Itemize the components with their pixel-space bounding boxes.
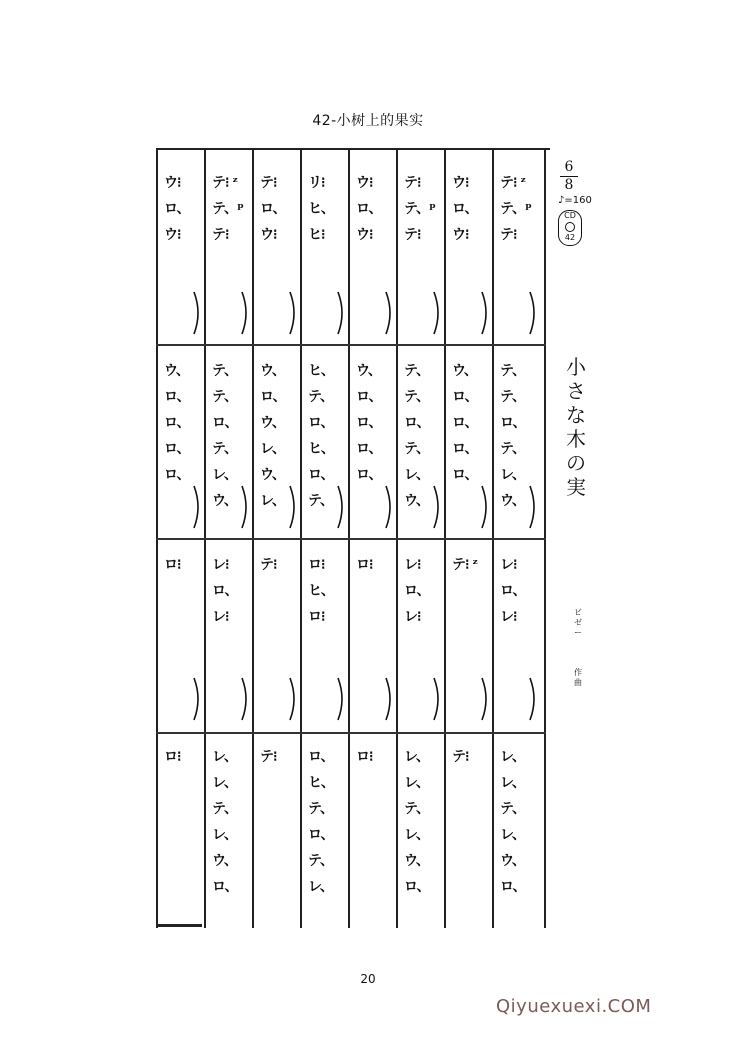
slur-mark xyxy=(528,676,538,722)
notation-cell xyxy=(452,552,492,578)
tab-symbol: ロ、 xyxy=(212,583,238,599)
slur-mark xyxy=(288,290,298,336)
notation-cell xyxy=(356,170,396,248)
slur-mark xyxy=(384,676,394,722)
tab-symbol: ロ⁝ xyxy=(308,609,325,625)
notation-cell xyxy=(260,552,300,578)
notation-column xyxy=(204,148,252,928)
tab-symbol: テ、ᵖ xyxy=(212,201,243,217)
japanese-title xyxy=(566,355,590,499)
tab-symbol: レ、 xyxy=(308,879,333,895)
notation-cell xyxy=(356,358,396,488)
notation-cell xyxy=(404,170,444,248)
tab-symbol: ウ、 xyxy=(260,363,285,379)
tab-symbol: ウ⁝ xyxy=(452,175,469,191)
slur-mark xyxy=(384,484,394,530)
title-char: 実 xyxy=(566,475,586,499)
tab-symbol: テ、 xyxy=(500,441,526,457)
tab-symbol: テ、 xyxy=(308,801,334,817)
notation-cell xyxy=(164,552,204,578)
tab-symbol: レ、 xyxy=(212,749,237,765)
slur-mark xyxy=(240,484,250,530)
tab-symbol: ウ⁝ xyxy=(452,227,469,243)
tab-symbol: テ、 xyxy=(404,801,430,817)
notation-cell xyxy=(212,744,252,900)
tab-symbol: ウ、 xyxy=(356,363,381,379)
slur-mark xyxy=(192,676,202,722)
time-sig-bottom: 8 xyxy=(564,177,574,193)
tab-symbol: ロ、 xyxy=(164,441,190,457)
tab-symbol: レ⁝ xyxy=(212,557,229,573)
tab-symbol: テ、 xyxy=(212,801,238,817)
notation-cell xyxy=(164,744,204,770)
page-number: 20 xyxy=(360,972,376,986)
composer-char: ビ xyxy=(574,608,582,617)
time-signature xyxy=(558,160,580,193)
tab-symbol: テ、 xyxy=(404,389,430,405)
composer-char: ー xyxy=(574,628,582,637)
title-char: 小 xyxy=(566,355,586,379)
slur-mark xyxy=(288,676,298,722)
tempo-mark: ♪=160 xyxy=(558,195,592,206)
tab-symbol: ロ、 xyxy=(452,467,478,483)
composer-char: ゼ xyxy=(574,618,582,627)
tab-symbol: レ、 xyxy=(404,749,429,765)
notation-cell xyxy=(500,552,540,630)
notation-cell xyxy=(404,552,444,630)
tab-symbol: レ、 xyxy=(500,749,525,765)
slur-mark xyxy=(240,676,250,722)
disc-icon xyxy=(565,222,575,232)
tab-symbol: レ⁝ xyxy=(404,609,421,625)
tab-symbol: ロ、 xyxy=(452,415,478,431)
tab-symbol: レ、 xyxy=(260,493,285,509)
tab-symbol: ウ⁝ xyxy=(356,175,373,191)
tab-symbol: テ⁝ xyxy=(404,175,421,191)
tab-symbol: テ⁝ xyxy=(404,227,421,243)
slur-mark xyxy=(432,676,442,722)
tab-symbol: レ、 xyxy=(212,775,237,791)
tab-symbol: ロ、 xyxy=(212,879,238,895)
tab-symbol: ロ、 xyxy=(164,389,190,405)
tab-symbol: ウ、 xyxy=(164,363,189,379)
tab-symbol: レ、 xyxy=(404,827,429,843)
composer-char: 作 xyxy=(574,668,582,677)
tab-symbol: ロ、 xyxy=(260,201,286,217)
slur-mark xyxy=(384,290,394,336)
notation-column xyxy=(396,148,444,928)
tab-symbol: ヒ、 xyxy=(308,775,334,791)
tab-symbol: ウ⁝ xyxy=(164,175,181,191)
tab-symbol: ヒ、 xyxy=(308,441,334,457)
notation-cell xyxy=(260,170,300,248)
tab-symbol: ロ、 xyxy=(164,415,190,431)
notation-cell xyxy=(500,744,540,900)
tab-symbol: レ⁝ xyxy=(500,557,517,573)
tab-symbol: ロ、 xyxy=(356,201,382,217)
tab-symbol: ロ、 xyxy=(452,201,478,217)
tab-symbol: ロ、 xyxy=(452,441,478,457)
notation-cell xyxy=(260,744,300,770)
tab-symbol: ロ、 xyxy=(404,583,430,599)
notation-cell xyxy=(452,744,492,770)
tab-symbol: ウ、 xyxy=(500,853,525,869)
tab-symbol: テ、 xyxy=(308,389,334,405)
score-sheet xyxy=(150,148,550,930)
page-title: 42-小树上的果实 xyxy=(312,113,424,129)
tab-symbol: テ、 xyxy=(308,493,334,509)
tab-symbol: テ、ᵖ xyxy=(500,201,531,217)
notation-column xyxy=(444,148,492,928)
cd-track-badge xyxy=(558,210,582,246)
tab-symbol: ロ、 xyxy=(164,201,190,217)
tab-symbol: ロ、 xyxy=(308,827,334,843)
time-sig-top: 6 xyxy=(564,159,574,175)
title-char: な xyxy=(566,403,586,427)
slur-mark xyxy=(528,484,538,530)
tab-symbol: テ、 xyxy=(212,441,238,457)
slur-mark xyxy=(528,290,538,336)
watermark: Qiyuexuexi.COM xyxy=(496,996,652,1017)
tab-symbol: リ⁝ xyxy=(308,175,325,191)
tab-symbol: レ、 xyxy=(404,467,429,483)
slur-mark xyxy=(480,676,490,722)
composer-char: 曲 xyxy=(574,678,582,687)
tab-symbol: ロ⁝ xyxy=(308,557,325,573)
tab-symbol: テ⁝ xyxy=(260,749,277,765)
tab-symbol: ロ、 xyxy=(356,467,382,483)
tab-symbol: テ、 xyxy=(404,363,430,379)
tab-symbol: レ、 xyxy=(212,467,237,483)
slur-mark xyxy=(192,290,202,336)
tab-symbol: ロ、 xyxy=(404,415,430,431)
tab-symbol: テ、ᵖ xyxy=(404,201,435,217)
tab-symbol: ロ⁝ xyxy=(356,557,373,573)
tab-symbol: レ、 xyxy=(260,441,285,457)
composer-char xyxy=(574,638,584,668)
tab-symbol: ロ⁝ xyxy=(164,749,181,765)
tab-symbol: ロ、 xyxy=(308,467,334,483)
notation-column xyxy=(348,148,396,928)
tab-symbol: ロ、 xyxy=(452,389,478,405)
tab-symbol: ウ⁝ xyxy=(164,227,181,243)
notation-cell xyxy=(452,170,492,248)
tab-symbol: ロ、 xyxy=(356,441,382,457)
notation-cell xyxy=(308,744,348,900)
slur-mark xyxy=(480,484,490,530)
tab-symbol: ウ⁝ xyxy=(356,227,373,243)
notation-cell xyxy=(308,170,348,248)
tab-symbol: テ⁝ ᶻ xyxy=(452,557,478,573)
cd-track-number: 42 xyxy=(564,233,576,242)
composer-credit xyxy=(574,608,584,688)
tab-symbol: ロ、 xyxy=(308,415,334,431)
tab-symbol: ロ、 xyxy=(356,415,382,431)
notation-cell xyxy=(164,170,204,248)
tab-symbol: レ、 xyxy=(500,827,525,843)
notation-cell xyxy=(404,744,444,900)
tab-symbol: レ、 xyxy=(212,827,237,843)
tab-symbol: ロ、 xyxy=(356,389,382,405)
tab-symbol: レ⁝ xyxy=(404,557,421,573)
slur-mark xyxy=(336,676,346,722)
tab-symbol: ロ、 xyxy=(500,415,526,431)
slur-mark xyxy=(192,484,202,530)
slur-mark xyxy=(336,290,346,336)
tab-symbol: ロ、 xyxy=(308,749,334,765)
notation-column xyxy=(156,148,204,928)
tab-symbol: ウ、 xyxy=(212,853,237,869)
tab-symbol: ロ、 xyxy=(500,879,526,895)
tab-symbol: テ⁝ xyxy=(500,227,517,243)
tab-symbol: ヒ、 xyxy=(308,583,334,599)
tab-symbol: テ⁝ xyxy=(212,227,229,243)
tab-symbol: テ、 xyxy=(212,363,238,379)
tab-symbol: ウ、 xyxy=(500,493,525,509)
tab-symbol: レ⁝ xyxy=(500,609,517,625)
slur-mark xyxy=(480,290,490,336)
tab-symbol: ウ⁝ xyxy=(260,227,277,243)
tab-symbol: テ⁝ xyxy=(260,175,277,191)
notation-cell xyxy=(356,552,396,578)
notation-column xyxy=(252,148,300,928)
notation-cell xyxy=(212,552,252,630)
tab-symbol: ロ、 xyxy=(404,879,430,895)
tab-symbol: テ、 xyxy=(500,801,526,817)
title-char: さ xyxy=(566,379,586,403)
tab-symbol: ロ⁝ xyxy=(164,557,181,573)
tab-symbol: ウ、 xyxy=(212,493,237,509)
score-meta xyxy=(558,160,628,246)
cd-label: CD xyxy=(564,211,576,220)
slur-mark xyxy=(432,290,442,336)
tab-symbol: ウ、 xyxy=(260,467,285,483)
notation-cell xyxy=(308,552,348,630)
tab-symbol: ロ、 xyxy=(260,389,286,405)
tab-symbol: ロ、 xyxy=(164,467,190,483)
tab-symbol: テ⁝ xyxy=(260,557,277,573)
tab-symbol: ウ、 xyxy=(452,363,477,379)
tab-symbol: ヒ、 xyxy=(308,201,334,217)
slur-mark xyxy=(336,484,346,530)
notation-cell xyxy=(452,358,492,488)
slur-mark xyxy=(288,484,298,530)
tab-symbol: テ⁝ xyxy=(452,749,469,765)
notation-cell xyxy=(500,170,540,248)
tab-symbol: テ⁝ ᶻ xyxy=(500,175,526,191)
tab-symbol: テ、 xyxy=(500,363,526,379)
tab-symbol: ウ、 xyxy=(404,853,429,869)
notation-cell xyxy=(164,358,204,488)
tab-symbol: ウ、 xyxy=(404,493,429,509)
notation-column xyxy=(300,148,348,928)
notation-column xyxy=(492,148,540,928)
tab-symbol: ロ⁝ xyxy=(356,749,373,765)
slur-mark xyxy=(432,484,442,530)
notation-cell xyxy=(212,170,252,248)
tab-symbol: テ、 xyxy=(500,389,526,405)
tab-symbol: ヒ⁝ xyxy=(308,227,325,243)
tab-symbol: ロ、 xyxy=(212,415,238,431)
tab-symbol: テ⁝ ᶻ xyxy=(212,175,238,191)
tab-symbol: レ、 xyxy=(500,775,525,791)
tab-symbol: テ、 xyxy=(212,389,238,405)
tab-symbol: レ、 xyxy=(500,467,525,483)
tab-symbol: ロ、 xyxy=(500,583,526,599)
notation-cell xyxy=(356,744,396,770)
tab-symbol: ウ、 xyxy=(260,415,285,431)
tab-symbol: テ、 xyxy=(308,853,334,869)
tab-symbol: レ、 xyxy=(404,775,429,791)
slur-mark xyxy=(240,290,250,336)
title-char: の xyxy=(566,451,586,475)
tab-symbol: ヒ、 xyxy=(308,363,334,379)
tab-symbol: レ⁝ xyxy=(212,609,229,625)
title-char: 木 xyxy=(566,427,586,451)
tab-symbol: テ、 xyxy=(404,441,430,457)
